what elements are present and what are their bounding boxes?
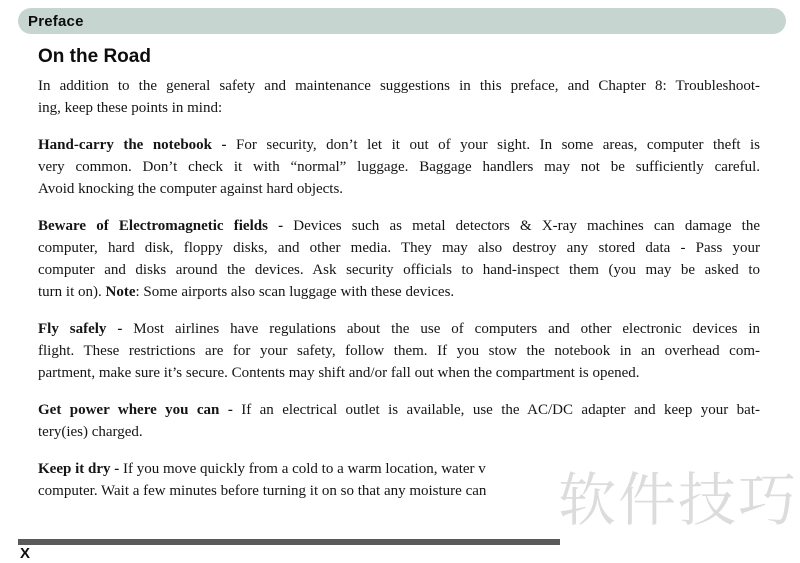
paragraph-fly-safely — [38, 318, 760, 384]
text-run: computer and disks around the devices. Ask security officials to hand-inspect them (you may be asked to — [38, 262, 760, 278]
preface-header-bar — [18, 8, 786, 34]
text-run: If an electrical outlet is available, use the AC/DC adapter and keep your bat- — [232, 402, 760, 418]
text-run: very common. Don’t check it with “normal” luggage. Baggage handlers may not be sufficiently careful. — [38, 159, 760, 175]
text-line — [38, 178, 760, 200]
text-line — [38, 97, 760, 119]
text-run: For security, don’t let it out of your sight. In some areas, computer theft is — [226, 137, 761, 153]
text-run: tery(ies) charged. — [38, 424, 143, 440]
text-run: : Some airports also scan luggage with these devices. — [135, 284, 455, 300]
text-run: turn it on). — [38, 284, 106, 300]
text-line — [38, 156, 760, 178]
body-paragraphs — [38, 75, 760, 502]
bold-run: Fly safely - — [38, 321, 123, 337]
text-line — [38, 215, 760, 237]
section-title: On the Road — [38, 46, 151, 67]
text-line — [38, 237, 760, 259]
page-header-title: Preface — [28, 12, 84, 30]
bold-run: Note — [105, 284, 136, 300]
text-line — [38, 340, 760, 362]
paragraph-electromagnetic-fields — [38, 215, 760, 303]
paragraph-keep-it-dry — [38, 458, 760, 502]
text-run: Most airlines have regulations about the use of computers and other electronic devices in — [122, 321, 760, 337]
text-line — [38, 458, 760, 480]
text-line — [38, 480, 760, 502]
watermark-text: 软件技巧 — [557, 468, 798, 533]
footer-rule — [18, 539, 560, 545]
paragraph-get-power — [38, 399, 760, 443]
text-run: If you move quickly from a cold to a warm location, water v — [119, 461, 486, 477]
text-run: Devices such as metal detectors & X-ray machines can damage the — [283, 218, 760, 234]
page-number-label: X — [20, 545, 31, 562]
text-run: In addition to the general safety and maintenance suggestions in this preface, and Chapter 8: Troubleshoot- — [38, 78, 760, 94]
text-run: flight. These restrictions are for your safety, follow them. If you stow the notebook in an overhead com- — [38, 343, 760, 359]
paragraph-hand-carry — [38, 134, 760, 200]
text-run: computer. Wait a few minutes before turning it on so that any moisture can — [38, 483, 487, 499]
bold-run: Keep it dry - — [38, 461, 120, 477]
bold-run: Get power where you can - — [38, 402, 233, 418]
text-line — [38, 318, 760, 340]
paragraph-intro — [38, 75, 760, 119]
bold-run: Hand-carry the notebook - — [38, 137, 227, 153]
text-run: Avoid knocking the computer against hard objects. — [38, 181, 344, 197]
content-area — [38, 46, 760, 502]
text-line — [38, 281, 760, 303]
text-run: computer, hard disk, floppy disks, and other media. They may also destroy any stored data - Pass your — [38, 240, 760, 256]
text-run: partment, make sure it’s secure. Contents may shift and/or fall out when the compartment is opened. — [38, 365, 640, 381]
text-line — [38, 362, 760, 384]
text-line — [38, 421, 760, 443]
bold-run: Beware of Electromagnetic fields - — [38, 218, 284, 234]
text-run: ing, keep these points in mind: — [38, 100, 223, 116]
text-line — [38, 134, 760, 156]
text-line — [38, 259, 760, 281]
text-line — [38, 75, 760, 97]
text-line — [38, 399, 760, 421]
